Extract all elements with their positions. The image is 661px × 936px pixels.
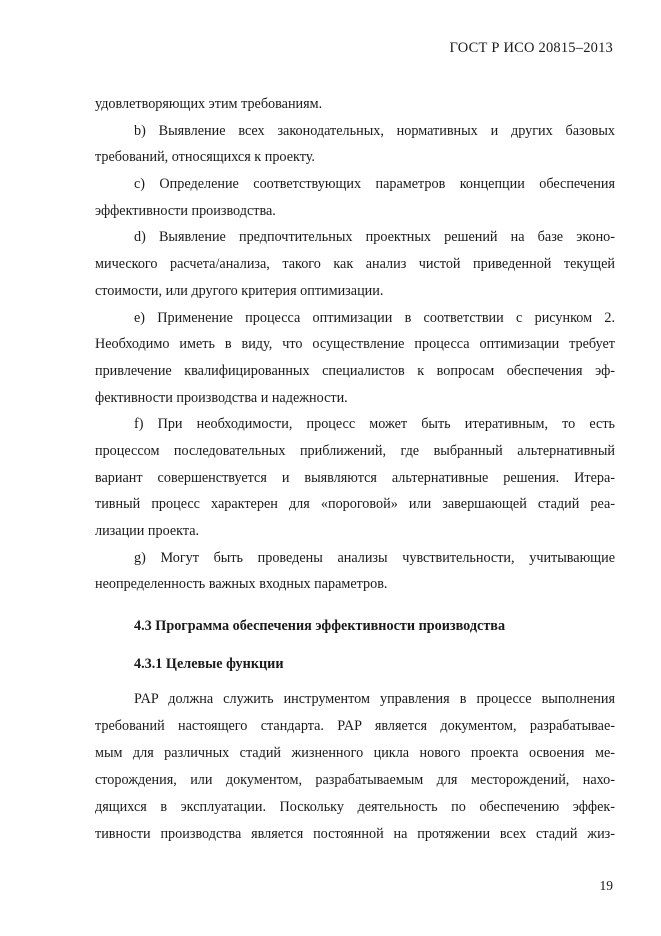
text-line: тивный процесс характерен для «пороговой» или завершающей стадий реа- bbox=[95, 496, 615, 513]
text-line: эффективности производства. bbox=[95, 202, 276, 219]
text-line: PAP должна служить инструментом управления в процессе выполнения bbox=[134, 691, 615, 707]
text-line: неопределенность важных входных параметров. bbox=[95, 576, 388, 593]
text-line: процессом последовательных приближений, где выбранный альтернативный bbox=[95, 442, 615, 459]
text-line: привлечение квалифицированных специалистов к вопросам обеспечения эф- bbox=[95, 362, 615, 379]
subsection-heading: 4.3.1 Целевые функции bbox=[134, 656, 284, 672]
text-line: требований, относящихся к проекту. bbox=[95, 149, 315, 166]
list-section bbox=[95, 91, 615, 598]
text-line: стоимости, или другого критерия оптимизации. bbox=[95, 282, 384, 299]
list-item-c: c) Определение соответствующих параметров концепции обеспечения bbox=[134, 176, 615, 193]
body-paragraph bbox=[95, 686, 615, 848]
text-line: сторождения, или документом, разрабатываемым для месторождений, нахо- bbox=[95, 772, 615, 788]
document-header: ГОСТ Р ИСО 20815–2013 bbox=[449, 40, 613, 56]
text-line: мического расчета/анализа, такого как анализ чистой приведенной текущей bbox=[95, 256, 615, 273]
text-line: удовлетворяющих этим требованиям. bbox=[95, 96, 323, 112]
page-number: 19 bbox=[599, 878, 613, 893]
text-line: требований настоящего стандарта. PAP является документом, разрабатывае- bbox=[95, 718, 615, 734]
list-item-d: d) Выявление предпочтительных проектных решений на базе эконо- bbox=[134, 229, 615, 246]
list-item-e: e) Применение процесса оптимизации в соответствии с рисунком 2. bbox=[134, 309, 615, 326]
list-item-f: f) При необходимости, процесс может быть итеративным, то есть bbox=[134, 416, 615, 433]
text-line: лизации проекта. bbox=[95, 523, 200, 539]
text-line: Необходимо иметь в виду, что осуществление процесса оптимизации требует bbox=[95, 336, 615, 353]
text-line: вариант совершенствуется и выявляются альтернативные решения. Итера- bbox=[95, 469, 615, 486]
text-line: дящихся в эксплуатации. Поскольку деятельность по обеспечению эффек- bbox=[95, 799, 615, 815]
text-line: мым для различных стадий жизненного цикла нового проекта освоения ме- bbox=[95, 745, 615, 761]
list-item-g: g) Могут быть проведены анализы чувствительности, учитывающие bbox=[134, 549, 615, 566]
text-line: фективности производства и надежности. bbox=[95, 389, 348, 406]
text-line: тивности производства является постоянной на протяжении всех стадий жиз- bbox=[95, 826, 615, 842]
list-item-b: b) Выявление всех законодательных, нормативных и других базовых bbox=[134, 122, 615, 139]
section-heading: 4.3 Программа обеспечения эффективности производства bbox=[134, 618, 506, 634]
